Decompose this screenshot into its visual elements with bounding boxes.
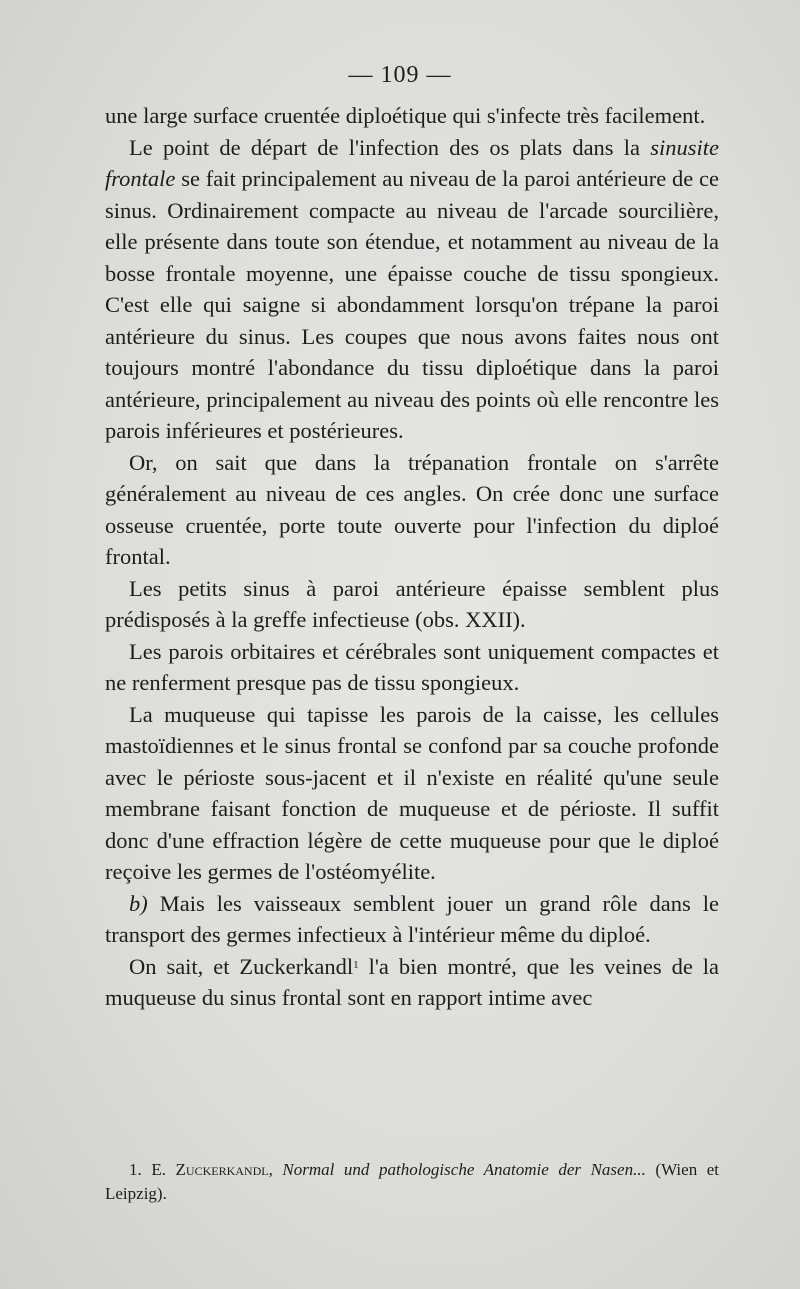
footnote-reference: 1 [353,958,359,971]
text-run: Le point de départ de l'infection des os plats dans la [129,134,651,160]
paragraph-trepanation: Or, on sait que dans la trépanation frontale on s'arrête généralement au niveau de ces angles. On crée donc une surface osseuse cruentée, porte toute ouverte pour l'infection du diploé frontal. [105,449,719,569]
footnote [105,1158,719,1206]
body-text [105,100,719,1014]
paragraph-continuation: une large surface cruentée diploétique qui s'infecte très facilement. [105,103,706,128]
text-run: l'a bien montré, que les veines de la muqueuse du sinus frontal sont en rapport intime avec [105,953,719,1010]
list-marker: b) [129,890,148,916]
paragraph-vessels [105,888,719,951]
paragraph-infection-origin [105,132,719,447]
footnote-author: E. Zuckerkandl, [151,1160,273,1179]
text-run: On sait, et Zuckerkandl [129,953,354,979]
italic-term: sinusite frontale [105,134,719,191]
footnote-text [105,1158,719,1206]
footnote-publisher: (Wien et Leipzig). [105,1160,720,1203]
text-run: Mais les vaisseaux semblent jouer un grand rôle dans le transport des germes infectieux à l'intérieur même du diploé. [105,890,719,947]
footnote-marker: 1. [129,1160,142,1179]
paragraph-small-sinus: Les petits sinus à paroi antérieure épaisse semblent plus prédisposés à la greffe infectieuse (obs. XXII). [105,575,719,632]
paragraph-veins [105,951,719,1014]
paragraph-mucosa: La muqueuse qui tapisse les parois de la caisse, les cellules mastoïdiennes et le sinus frontal se confond par sa couche profonde avec le périoste sous-jacent et il n'existe en réalité qu'une seule membrane faisant fonction de muqueuse et de périoste. Il suffit donc d'une effraction légère de cette muqueuse pour que le diploé reçoive les germes de l'ostéomyélite. [105,701,719,884]
page-number: — 109 — [348,62,452,88]
text-run: se fait principalement au niveau de la paroi antérieure de ce sinus. Ordinairement compacte au niveau de l'arcade sourcilière, elle présente dans toute son étendue, et notamment au niveau de la bosse frontale moyenne, une épaisse couche de tissu spongieux. C'est elle qui saigne si abondamment lorsqu'on trépane la paroi antérieure du sinus. Les coupes que nous avons faites nous ont toujours montré l'abondance du tissu diploétique dans la paroi antérieure, principalement au niveau des points où elle rencontre les parois inférieures et postérieures. [105,166,719,443]
footnote-title: Normal und pathologische Anatomie der Nasen... [282,1160,646,1179]
paragraph-orbital-walls: Les parois orbitaires et cérébrales sont uniquement compactes et ne renferment presque pas de tissu spongieux. [105,638,719,695]
